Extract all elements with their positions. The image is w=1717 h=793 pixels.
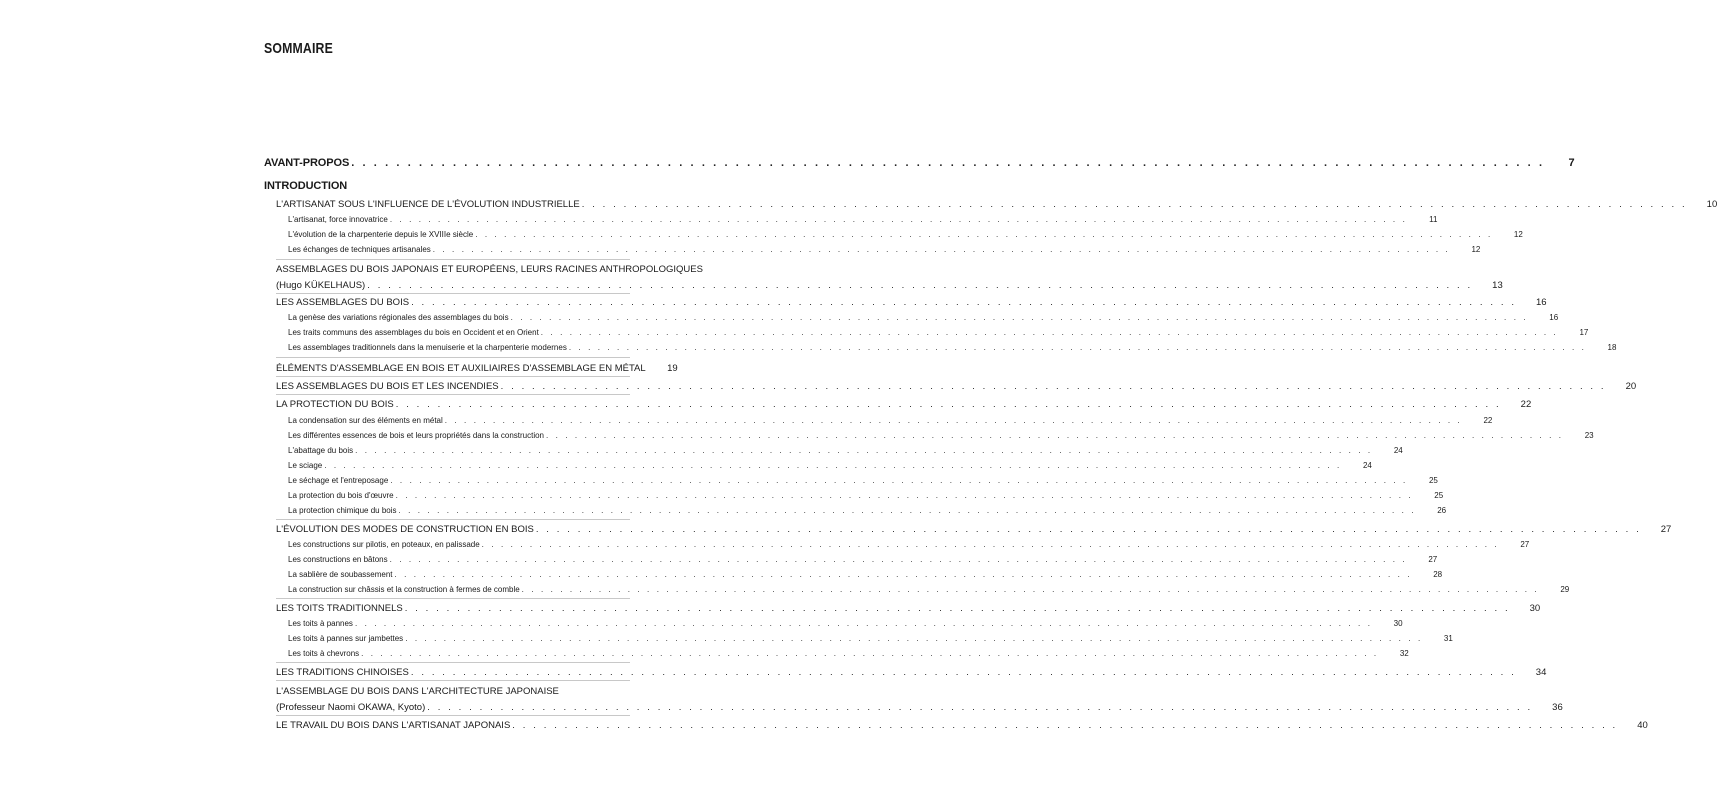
toc-entry-page: 17: [1579, 328, 1589, 337]
toc-entry-page: 12: [1513, 230, 1523, 239]
toc-entry[interactable]: [288, 540, 1530, 549]
divider: [276, 680, 630, 681]
toc-entry-label: Les différentes essences de bois et leurs propriétés dans la construction: [288, 431, 544, 440]
leader-dots: [361, 649, 1379, 658]
toc-entry[interactable]: [288, 555, 1438, 564]
leader-dots: [355, 619, 1373, 628]
toc-entry-page: 16: [1549, 313, 1559, 322]
toc-entry[interactable]: [288, 328, 1589, 337]
leader-dots: [405, 603, 1511, 614]
toc-entry-page: 32: [1399, 649, 1409, 658]
toc-entry-page: 24: [1362, 461, 1372, 470]
leader-dots: [396, 399, 1502, 410]
toc-entry[interactable]: [288, 619, 1403, 628]
toc-entry[interactable]: [288, 343, 1617, 352]
toc-entry[interactable]: [288, 431, 1594, 440]
toc-entry-page: 23: [1584, 431, 1594, 440]
toc-entry[interactable]: [276, 280, 1503, 291]
toc-entry[interactable]: [288, 230, 1523, 239]
leader-dots: [475, 230, 1493, 239]
toc-entry[interactable]: [276, 297, 1547, 308]
toc-entry-label: ÉLÉMENTS D'ASSEMBLAGE EN BOIS ET AUXILIAIRES D'ASSEMBLAGE EN MÉTAL: [276, 363, 646, 374]
leader-dots: [582, 199, 1688, 210]
toc-entry[interactable]: [276, 524, 1672, 535]
leader-dots: [390, 555, 1408, 564]
toc-entry[interactable]: [276, 381, 1637, 392]
toc-entry[interactable]: [288, 313, 1559, 322]
leader-dots: [536, 524, 1642, 535]
toc-entry-label: L'évolution de la charpenterie depuis le XVIIIe siècle: [288, 230, 474, 239]
toc-entry[interactable]: [276, 667, 1547, 678]
toc-entry-label: La construction sur châssis et la construction à fermes de comble: [288, 585, 520, 594]
toc-entry-page: 22: [1520, 399, 1532, 410]
toc-entry-label: Le séchage et l'entreposage: [288, 476, 389, 485]
leader-dots: [411, 297, 1517, 308]
divider: [276, 598, 630, 599]
divider: [276, 293, 630, 294]
leader-dots: [501, 381, 1607, 392]
toc-entry-label: LES ASSEMBLAGES DU BOIS: [276, 297, 410, 308]
leader-dots: [395, 570, 1413, 579]
toc-entry-label: L'ASSEMBLAGE DU BOIS DANS L'ARCHITECTURE JAPONAISE: [276, 686, 559, 697]
toc-entry-page: 24: [1393, 446, 1403, 455]
toc-entry[interactable]: [288, 585, 1570, 594]
toc-entry-label: Les toits à pannes: [288, 619, 353, 628]
toc-entry[interactable]: [288, 491, 1444, 500]
toc-entry-label: Les toits à chevrons: [288, 649, 360, 658]
leader-dots: [396, 491, 1414, 500]
toc-entry[interactable]: [288, 461, 1372, 470]
divider: [276, 715, 630, 716]
toc-entry-page: 31: [1443, 634, 1453, 643]
toc-entry[interactable]: [276, 363, 678, 374]
toc-entry-page: 27: [1428, 555, 1438, 564]
toc-entry-page: 30: [1529, 603, 1541, 614]
toc-entry-label: LES TOITS TRADITIONNELS: [276, 603, 403, 614]
toc-entry-page: 20: [1625, 381, 1637, 392]
divider: [276, 376, 630, 377]
leader-dots: [390, 476, 1408, 485]
toc-entry[interactable]: [288, 506, 1447, 515]
toc-entry-avant-propos[interactable]: [264, 157, 1575, 169]
toc-entry-page: 12: [1471, 245, 1481, 254]
toc-entry-page: 25: [1428, 476, 1438, 485]
toc-entry-page: 19: [667, 363, 678, 374]
toc-entry[interactable]: [276, 399, 1532, 410]
toc-entry[interactable]: [276, 603, 1541, 614]
toc-entry-label: L'ARTISANAT SOUS L'INFLUENCE DE L'ÉVOLUTION INDUSTRIELLE: [276, 199, 580, 210]
leader-dots: [367, 280, 1473, 291]
toc-entry-page: 13: [1492, 280, 1503, 291]
leader-dots: [546, 431, 1564, 440]
divider: [276, 259, 630, 260]
toc-entry[interactable]: [276, 702, 1563, 713]
divider: [276, 357, 630, 358]
toc-entry-page: 7: [1568, 157, 1575, 169]
divider: [276, 519, 630, 520]
toc-entry-label: La sablière de soubassement: [288, 570, 393, 579]
toc-entry[interactable]: [288, 570, 1443, 579]
leader-dots: [411, 667, 1517, 678]
toc-entry-label: (Professeur Naomi OKAWA, Kyoto): [276, 702, 426, 713]
toc-entry[interactable]: [288, 416, 1493, 425]
toc-entry-label: Le sciage: [288, 461, 323, 470]
toc-entry-label: L'artisanat, force innovatrice: [288, 215, 388, 224]
leader-dots: [355, 446, 1373, 455]
leader-dots: [399, 506, 1417, 515]
toc-entry-label: Les constructions sur pilotis, en poteaux, en palissade: [288, 540, 480, 549]
toc-entry-page: 30: [1393, 619, 1403, 628]
toc-entry-label: La condensation sur des éléments en métal: [288, 416, 443, 425]
leader-dots: [445, 416, 1463, 425]
leader-dots: [569, 343, 1587, 352]
toc-entry-page: 11: [1429, 215, 1438, 224]
toc-entry-label: Les assemblages traditionnels dans la menuiserie et la charpenterie modernes: [288, 343, 567, 352]
leader-dots: [324, 461, 1342, 470]
toc-entry-label: La protection chimique du bois: [288, 506, 397, 515]
leader-dots: [541, 328, 1559, 337]
toc-entry-label: La genèse des variations régionales des assemblages du bois: [288, 313, 509, 322]
toc-entry-page: 40: [1637, 720, 1648, 731]
toc-entry-label: AVANT-PROPOS: [264, 157, 350, 169]
toc-entry[interactable]: [288, 245, 1481, 254]
toc-entry[interactable]: [276, 199, 1717, 210]
toc-entry-page: 34: [1535, 667, 1547, 678]
toc-entry-page: 36: [1552, 702, 1563, 713]
divider: [276, 662, 630, 663]
toc-entry-page: 16: [1536, 297, 1547, 308]
toc-entry-page: 27: [1520, 540, 1530, 549]
toc-entry[interactable]: [288, 649, 1409, 658]
leader-dots: [351, 157, 1544, 169]
toc-entry-label: L'ÉVOLUTION DES MODES DE CONSTRUCTION EN BOIS: [276, 524, 534, 535]
toc-entry[interactable]: [288, 634, 1453, 643]
toc-entry-label: Les échanges de techniques artisanales: [288, 245, 431, 254]
leader-dots: [427, 702, 1533, 713]
toc-heading-introduction[interactable]: INTRODUCTION: [264, 180, 348, 192]
toc-entry-page: 26: [1437, 506, 1447, 515]
toc-entry-page: 10: [1706, 199, 1717, 210]
toc-entry-label: Les toits à pannes sur jambettes: [288, 634, 404, 643]
toc-entry-label: LE TRAVAIL DU BOIS DANS L'ARTISANAT JAPONAIS: [276, 720, 511, 731]
divider: [276, 394, 630, 395]
toc-entry-page: 29: [1560, 585, 1570, 594]
toc-entry[interactable]: [276, 720, 1648, 731]
toc-entry-page: 25: [1434, 491, 1444, 500]
toc-entry-page: 18: [1607, 343, 1617, 352]
toc-entry-label: ASSEMBLAGES DU BOIS JAPONAIS ET EUROPÉENS, LEURS RACINES ANTHROPOLOGIQUES: [276, 264, 703, 275]
toc-entry-page: 22: [1483, 416, 1493, 425]
leader-dots: [405, 634, 1423, 643]
toc-entry-label: Les traits communs des assemblages du bois en Occident et en Orient: [288, 328, 539, 337]
toc-entry[interactable]: [288, 215, 1438, 224]
toc-entry-label: LES TRADITIONS CHINOISES: [276, 667, 409, 678]
leader-dots: [390, 215, 1408, 224]
page-title: SOMMAIRE: [264, 40, 333, 57]
leader-dots: [433, 245, 1451, 254]
toc-entry[interactable]: [288, 446, 1403, 455]
toc-entry-label: Les constructions en bâtons: [288, 555, 388, 564]
leader-dots: [511, 313, 1529, 322]
toc-entry[interactable]: [288, 476, 1438, 485]
leader-dots: [482, 540, 1500, 549]
toc-entry-label: L'abattage du bois: [288, 446, 354, 455]
toc-entry-label: LES ASSEMBLAGES DU BOIS ET LES INCENDIES: [276, 381, 499, 392]
toc-entry-label: LA PROTECTION DU BOIS: [276, 399, 394, 410]
toc-entry-page: 28: [1433, 570, 1443, 579]
leader-dots: [512, 720, 1618, 731]
toc-entry-label: (Hugo KÜKELHAUS): [276, 280, 366, 291]
leader-dots: [522, 585, 1540, 594]
toc-entry-label: La protection du bois d'œuvre: [288, 491, 394, 500]
toc-entry-page: 27: [1660, 524, 1672, 535]
